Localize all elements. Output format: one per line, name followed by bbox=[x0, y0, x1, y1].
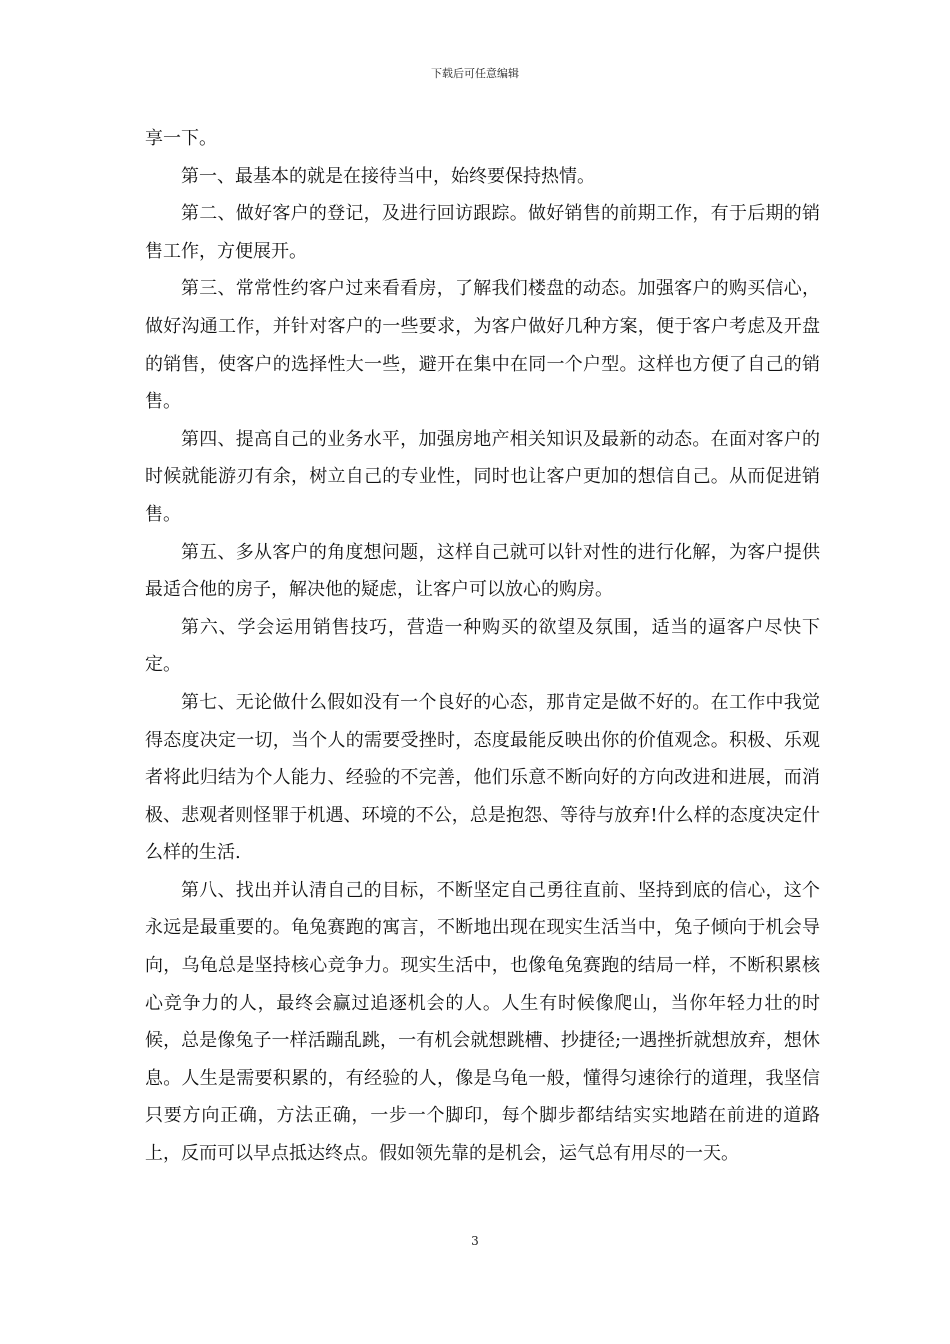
page-number: 3 bbox=[471, 1234, 479, 1248]
paragraph-point-3: 第三、常常性约客户过来看看房，了解我们楼盘的动态。加强客户的购买信心，做好沟通工作，并针对客户的一些要求，为客户做好几种方案，便于客户考虑及开盘的销售，使客户的选择性大一些，避开在集中在同一个户型。这样也方便了自己的销售。 bbox=[145, 278, 820, 413]
paragraph-point-4: 第四、提高自己的业务水平，加强房地产相关知识及最新的动态。在面对客户的时候就能游刃有余，树立自己的专业性，同时也让客户更加的想信自己。从而促进销售。 bbox=[145, 428, 820, 525]
paragraph-point-8: 第八、找出并认清自己的目标，不断坚定自己勇往直前、坚持到底的信心，这个永远是最重要的。龟兔赛跑的寓言，不断地出现在现实生活当中，兔子倾向于机会导向，乌龟总是坚持核心竞争力。现实生活中，也像龟兔赛跑的结局一样，不断积累核心竞争力的人，最终会赢过追逐机会的人。人生有时候像爬山，当你年轻力壮的时候，总是像兔子一样活蹦乱跳，一有机会就想跳槽、抄捷径;一遇挫折就想放弃，想休息。人生是需要积累的，有经验的人，像是乌龟一般，懂得匀速徐行的道理，我坚信只要方向正确，方法正确，一步一个脚印，每个脚步都结结实实地踏在前进的道路上，反而可以早点抵达终点。假如领先靠的是机会，运气总有用尽的一天。 bbox=[145, 879, 820, 1165]
paragraph-point-7: 第七、无论做什么假如没有一个良好的心态，那肯定是做不好的。在工作中我觉得态度决定一切，当个人的需要受挫时，态度最能反映出你的价值观念。积极、乐观者将此归结为个人能力、经验的不完善，他们乐意不断向好的方向改进和进展，而消极、悲观者则怪罪于机遇、环境的不公，总是抱怨、等待与放弃!什么样的态度决定什么样的生活. bbox=[145, 691, 820, 864]
paragraph-continuation: 享一下。 bbox=[145, 128, 217, 149]
paragraph-point-5: 第五、多从客户的角度想问题，这样自己就可以针对性的进行化解，为客户提供最适合他的房子，解决他的疑虑，让客户可以放心的购房。 bbox=[145, 541, 820, 601]
paragraph-point-2: 第二、做好客户的登记，及进行回访跟踪。做好销售的前期工作，有于后期的销售工作，方便展开。 bbox=[145, 203, 820, 262]
page-header: 下载后可任意编辑 bbox=[431, 67, 519, 80]
paragraph-point-6: 第六、学会运用销售技巧，营造一种购买的欲望及氛围，适当的逼客户尽快下定。 bbox=[145, 616, 820, 676]
paragraph-point-1: 第一、最基本的就是在接待当中，始终要保持热情。 bbox=[181, 165, 595, 187]
document-body bbox=[145, 120, 820, 1173]
